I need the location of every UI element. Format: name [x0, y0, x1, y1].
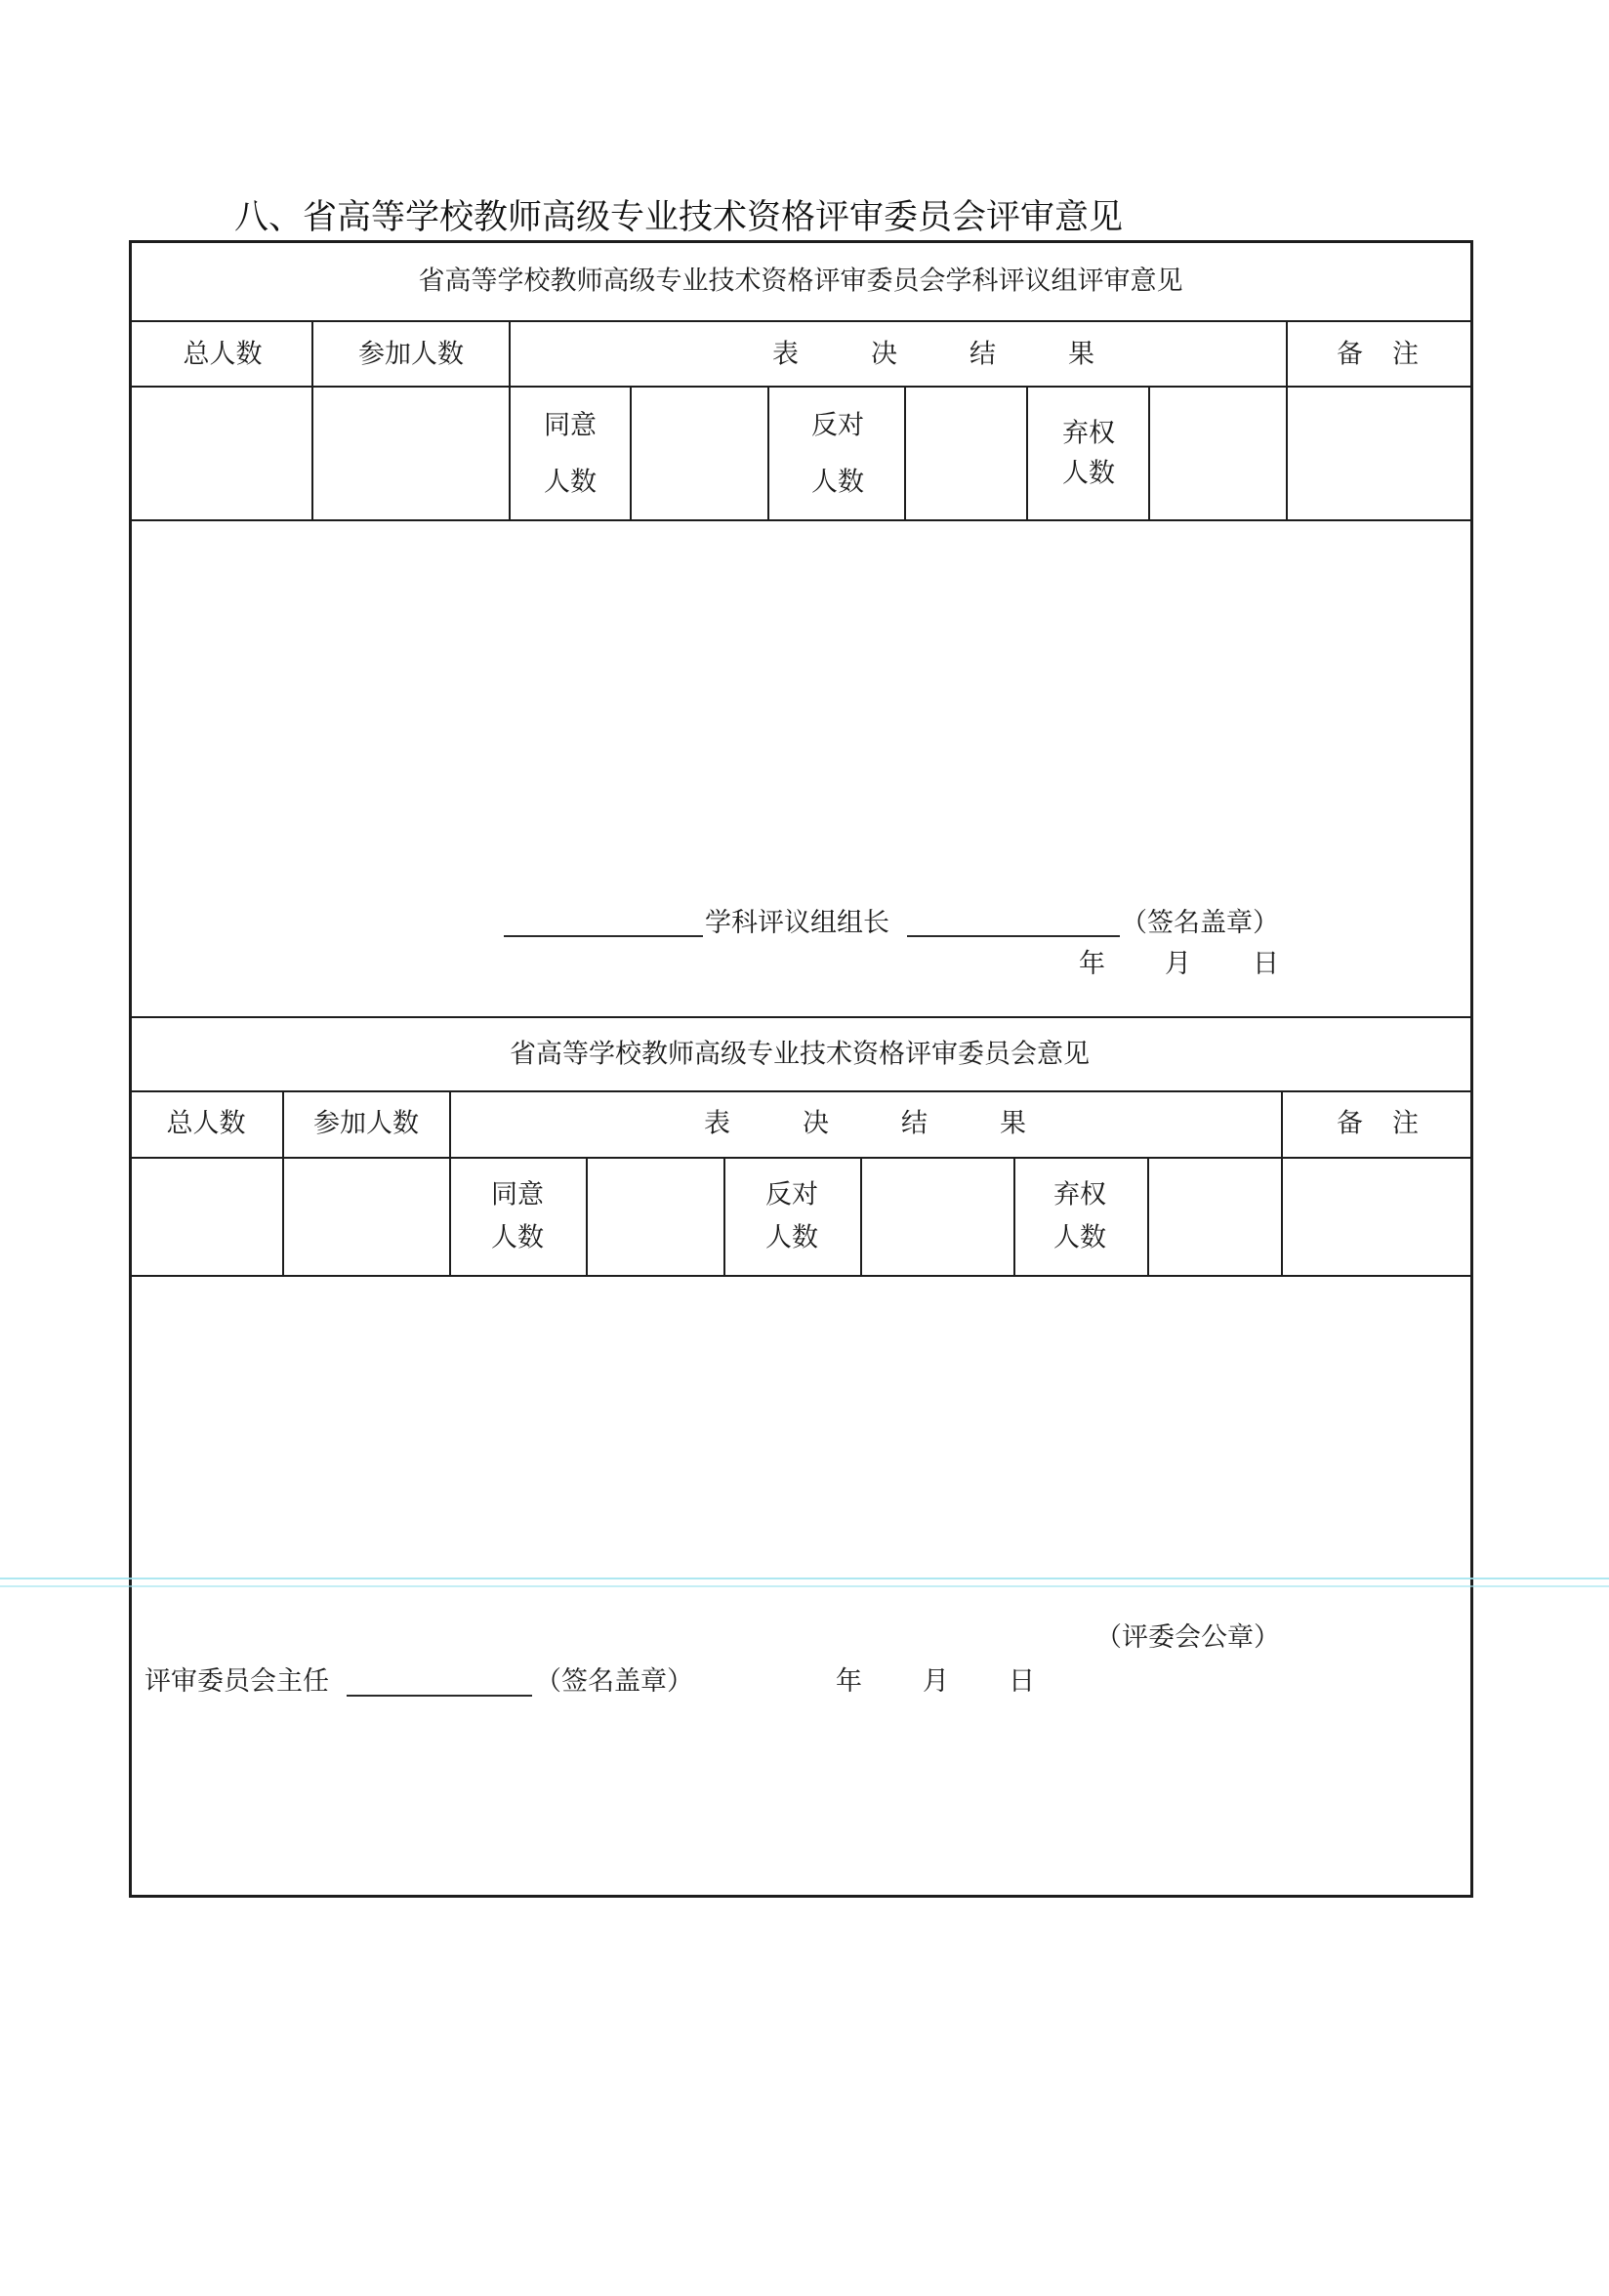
remark-char: 备: [1337, 339, 1363, 370]
divider: [1286, 320, 1288, 520]
divider: [509, 320, 511, 520]
divider: [129, 1157, 1473, 1159]
committee-oppose-label: 人数: [765, 1222, 818, 1253]
divider: [449, 1090, 451, 1276]
committee-agree-label: 同意: [491, 1179, 544, 1210]
committee-oppose-label: 反对: [765, 1179, 818, 1210]
divider: [129, 320, 1473, 322]
remark-char: 备: [1337, 1108, 1363, 1139]
signature-blank[interactable]: [907, 935, 1120, 937]
group-date-year: 年: [1079, 949, 1105, 979]
divider: [586, 1158, 588, 1276]
group-abstain-label: 弃权: [1062, 418, 1115, 449]
group-review-title: 省高等学校教师高级专业技术资格评审委员会学科评议组评审意见: [418, 266, 1183, 297]
signature-blank[interactable]: [504, 935, 703, 937]
group-leader-label: 学科评议组组长: [705, 908, 889, 938]
divider: [1148, 387, 1150, 520]
group-remark-label: [1337, 339, 1419, 370]
group-abstain-label: 人数: [1062, 458, 1115, 489]
group-agree-label: 同意: [544, 410, 597, 441]
committee-total-label: 总人数: [166, 1108, 246, 1139]
result-char: 表: [772, 339, 799, 370]
committee-abstain-label: 弃权: [1053, 1179, 1106, 1210]
divider: [129, 1090, 1473, 1092]
divider: [129, 1016, 1473, 1018]
committee-seal-note: （评委会公章）: [1095, 1622, 1280, 1653]
group-total-label: 总人数: [183, 339, 263, 370]
committee-date-day: 日: [1009, 1666, 1035, 1697]
committee-sign-note: （签名盖章）: [535, 1666, 693, 1697]
group-result-label: [772, 339, 1094, 370]
scan-artifact-line: [0, 1585, 1609, 1587]
result-char: 决: [803, 1108, 829, 1139]
result-char: 表: [704, 1108, 730, 1139]
divider: [1281, 1090, 1283, 1276]
divider: [1147, 1158, 1149, 1276]
remark-char: 注: [1392, 1108, 1419, 1139]
result-char: 结: [970, 339, 996, 370]
divider: [630, 387, 632, 520]
group-attend-label: 参加人数: [358, 339, 464, 370]
divider: [1026, 387, 1028, 520]
divider: [311, 320, 313, 520]
group-oppose-label: 反对: [811, 410, 864, 441]
committee-abstain-label: 人数: [1053, 1222, 1106, 1253]
group-date-day: 日: [1253, 949, 1279, 979]
result-char: 决: [871, 339, 897, 370]
committee-chair-label: 评审委员会主任: [144, 1666, 329, 1697]
committee-agree-label: 人数: [491, 1222, 544, 1253]
committee-date-year: 年: [836, 1666, 862, 1697]
divider: [129, 386, 1473, 388]
divider: [129, 519, 1473, 521]
divider: [1013, 1158, 1015, 1276]
committee-remark-label: [1337, 1108, 1419, 1139]
divider: [282, 1090, 284, 1276]
remark-char: 注: [1392, 339, 1419, 370]
divider: [904, 387, 906, 520]
signature-blank[interactable]: [347, 1695, 532, 1697]
scan-artifact-line: [0, 1578, 1609, 1579]
divider: [767, 387, 769, 520]
group-sign-note: （签名盖章）: [1121, 908, 1279, 938]
result-char: 结: [901, 1108, 928, 1139]
committee-date-month: 月: [923, 1666, 949, 1697]
group-date-month: 月: [1165, 949, 1191, 979]
result-char: 果: [1000, 1108, 1026, 1139]
divider: [723, 1158, 725, 1276]
group-agree-label: 人数: [544, 467, 597, 498]
section-title: 八、省高等学校教师高级专业技术资格评审委员会评审意见: [234, 198, 1124, 237]
committee-review-title: 省高等学校教师高级专业技术资格评审委员会意见: [510, 1039, 1090, 1070]
committee-attend-label: 参加人数: [313, 1108, 419, 1139]
committee-result-label: [704, 1108, 1026, 1139]
divider: [129, 1275, 1473, 1277]
result-char: 果: [1068, 339, 1094, 370]
group-oppose-label: 人数: [811, 467, 864, 498]
divider: [860, 1158, 862, 1276]
